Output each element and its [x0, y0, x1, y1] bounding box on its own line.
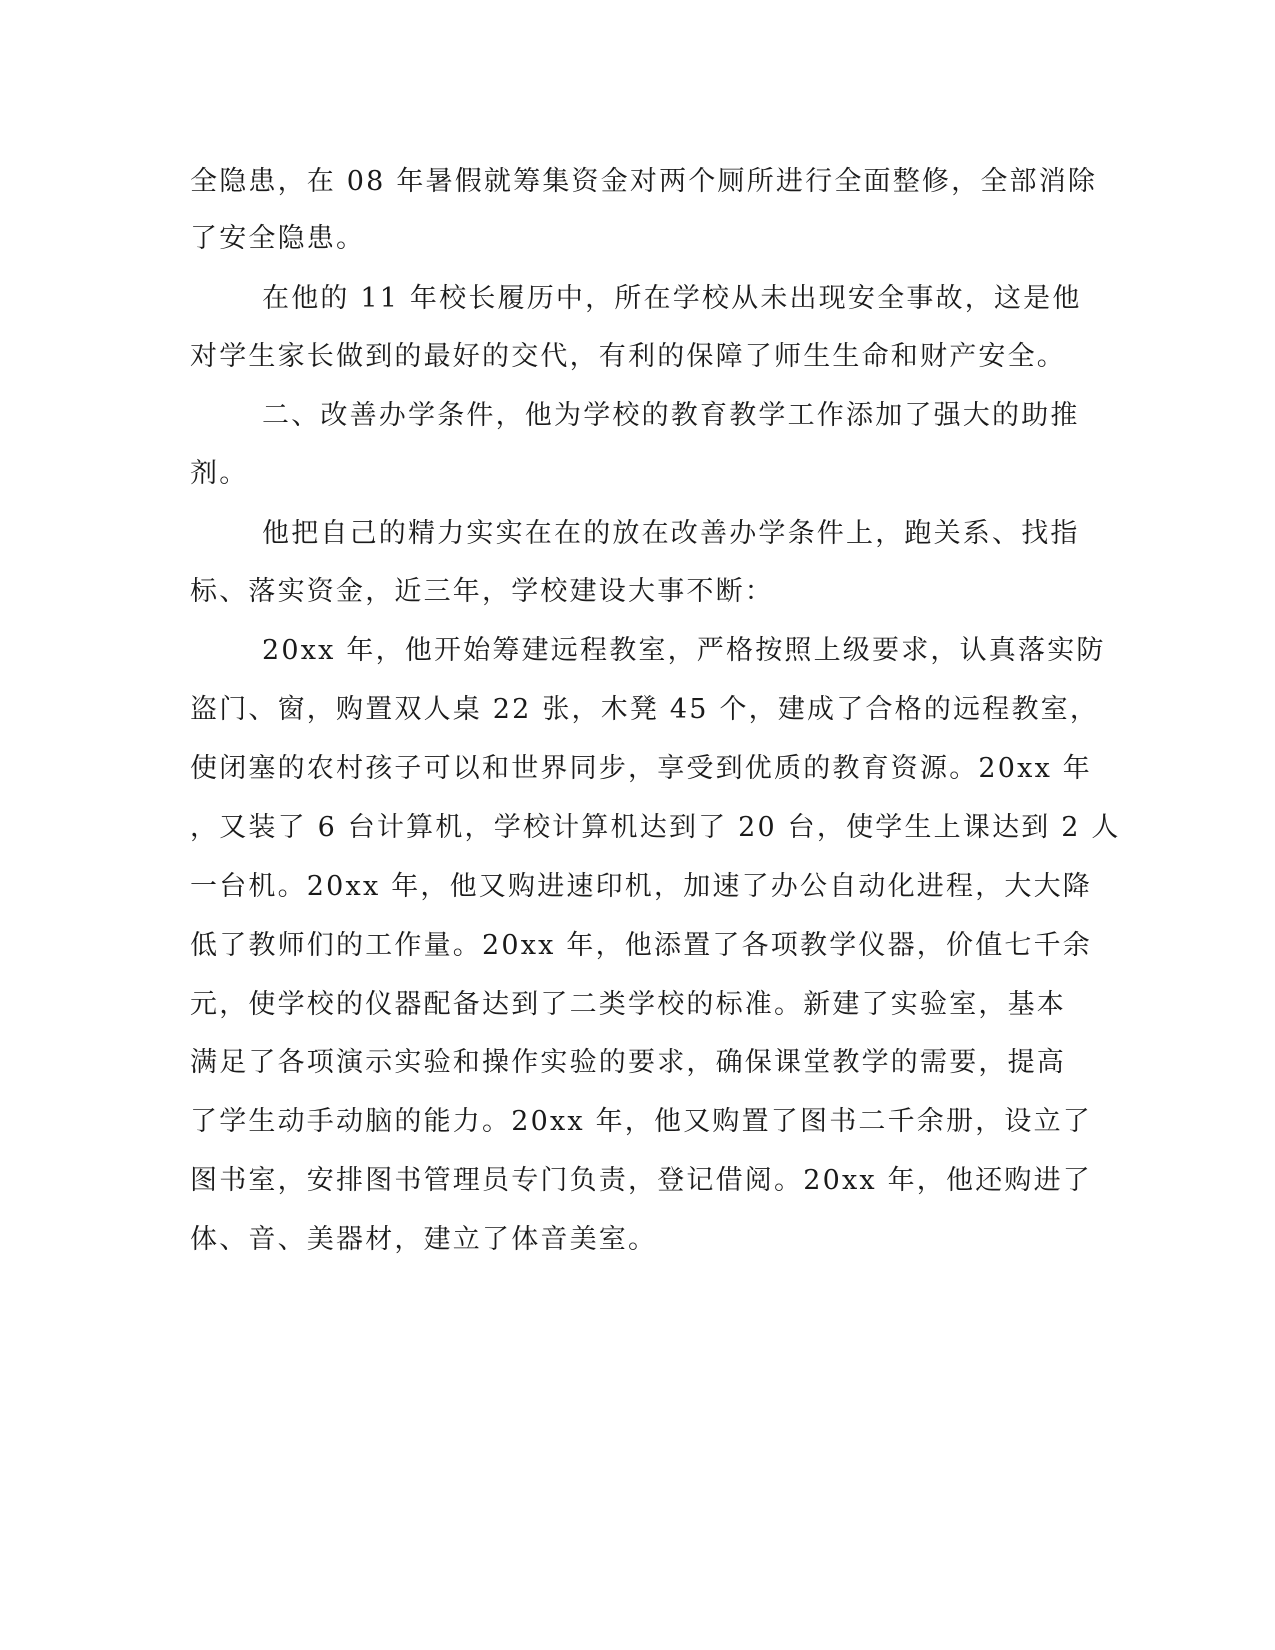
paragraph-first-line: 20xx 年，他开始筹建远程教室，严格按照上级要求，认真落实防 — [262, 635, 1106, 666]
text-line: ，又装了 6 台计算机，学校计算机达到了 20 台，使学生上课达到 2 人 — [190, 812, 1121, 843]
text-line: 体、音、美器材，建立了体音美室。 — [190, 1224, 658, 1255]
text-line: 了安全隐患。 — [190, 223, 366, 254]
text-line: 满足了各项演示实验和操作实验的要求，确保课堂教学的需要，提高 — [190, 1047, 1066, 1078]
text-line: 全隐患，在 08 年暑假就筹集资金对两个厕所进行全面整修，全部消除 — [190, 166, 1098, 197]
text-line: 了学生动手动脑的能力。20xx 年，他又购置了图书二千余册，设立了 — [190, 1106, 1092, 1137]
text-line: 元，使学校的仪器配备达到了二类学校的标准。新建了实验室，基本 — [190, 989, 1066, 1020]
text-line: 对学生家长做到的最好的交代，有利的保障了师生生命和财产安全。 — [190, 341, 1066, 372]
text-line: 剂。 — [190, 458, 249, 489]
text-line: 一台机。20xx 年，他又购进速印机，加速了办公自动化进程，大大降 — [190, 871, 1092, 902]
paragraph-first-line: 在他的 11 年校长履历中，所在学校从未出现安全事故，这是他 — [262, 283, 1082, 314]
text-line: 盗门、窗，购置双人桌 22 张，木凳 45 个，建成了合格的远程教室， — [190, 694, 1100, 725]
text-line: 低了教师们的工作量。20xx 年，他添置了各项教学仪器，价值七千余 — [190, 930, 1092, 961]
text-line: 标、落实资金，近三年，学校建设大事不断： — [190, 576, 774, 607]
text-line: 使闭塞的农村孩子可以和世界同步，享受到优质的教育资源。20xx 年 — [190, 753, 1092, 784]
section-heading: 二、改善办学条件，他为学校的教育教学工作添加了强大的助推 — [262, 400, 1080, 431]
paragraph-first-line: 他把自己的精力实实在在的放在改善办学条件上，跑关系、找指 — [262, 518, 1080, 549]
text-line: 图书室，安排图书管理员专门负责，登记借阅。20xx 年，他还购进了 — [190, 1165, 1092, 1196]
